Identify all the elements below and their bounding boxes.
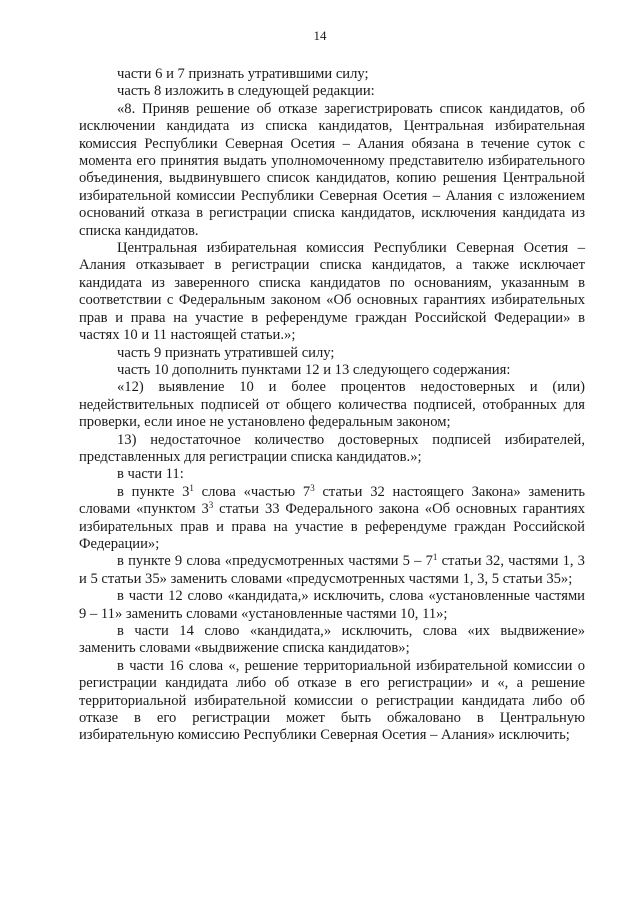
paragraph: в части 16 слова «, решение территориальной избирательной комиссии о регистрации кандидата либо об отказе в его регистрации» и «, а решение территориальной избирательной комиссии о регистрации кандидата либо об отказе в его регистрации может быть обжаловано в Центральную избирательную комиссию Республики Северная Осетия – Алания» исключить;: [79, 657, 585, 744]
paragraph: часть 9 признать утратившей силу;: [117, 344, 335, 361]
document-body: [79, 66, 585, 745]
paragraph: Центральная избирательная комиссия Республики Северная Осетия – Алания отказывает в регистрации списка кандидатов, а также исключает кандидата из заверенного списка кандидатов по основаниям, указанным в соответствии с Федеральным законом «Об основных гарантиях избирательных прав и права на участие в референдуме граждан Российской Федерации» в частях 10 и 11 настоящей статьи.»;: [79, 240, 585, 344]
page-number: 14: [313, 28, 327, 43]
paragraph-with-superscripts: в пункте $3^1$ слова «частью $7^3$ статьи 32 настоящего Закона» заменить словами «пунктом $3^3$ статьи 33 Федерального закона «Об основных гарантиях избирательных прав и права на участие в референдуме граждан Российской Федерации»;: [79, 482, 586, 552]
paragraph: «8. Приняв решение об отказе зарегистрировать список кандидатов, об исключении кандидата из списка кандидатов, Центральная избирательная комиссия Республики Северная Осетия – Алания обязана в течение суток с момента его принятия выдать уполномоченному представителю избирательного объединения, выдвинувшего список кандидатов, копию решения Центральной избирательной комиссии Республики Северная Осетия – Алания с изложением оснований отказа в регистрации списка кандидатов, исключения кандидата из списка кандидатов.: [79, 100, 585, 239]
superscript-index: 3: [310, 482, 315, 493]
paragraph: в части 12 слово «кандидата,» исключить, слова «установленные частями 9 – 11» заменить словами «установленные частями 10, 11»;: [79, 588, 585, 622]
paragraph: в части 11:: [117, 466, 184, 483]
paragraph: части 6 и 7 признать утратившими силу;: [117, 66, 369, 82]
superscript-index: 1: [432, 552, 438, 563]
superscript-index: 1: [189, 482, 194, 493]
paragraph: в части 14 слово «кандидата,» исключить, слова «их выдвижение» заменить словами «выдвижение списка кандидатов»;: [79, 623, 585, 657]
paragraph: часть 10 дополнить пунктами 12 и 13 следующего содержания:: [117, 361, 511, 378]
paragraph-with-superscripts: в пункте 9 слова «предусмотренных частями $5 - 7^1$ статьи 32, частями 1, 3 и 5 статьи 35» заменить словами «предусмотренных частями 1, 3, 5 статьи 35»;: [79, 552, 585, 587]
paragraph: «12) выявление 10 и более процентов недостоверных и (или) недействительных подписей от общего количества подписей, отобранных для проверки, если иное не установлено федеральным законом;: [79, 379, 585, 431]
paragraph: 13) недостаточное количество достоверных подписей избирателей, представленных для регистрации списка кандидатов.»;: [79, 431, 585, 465]
paragraph: часть 8 изложить в следующей редакции:: [117, 83, 375, 100]
superscript-index: 3: [208, 500, 214, 511]
